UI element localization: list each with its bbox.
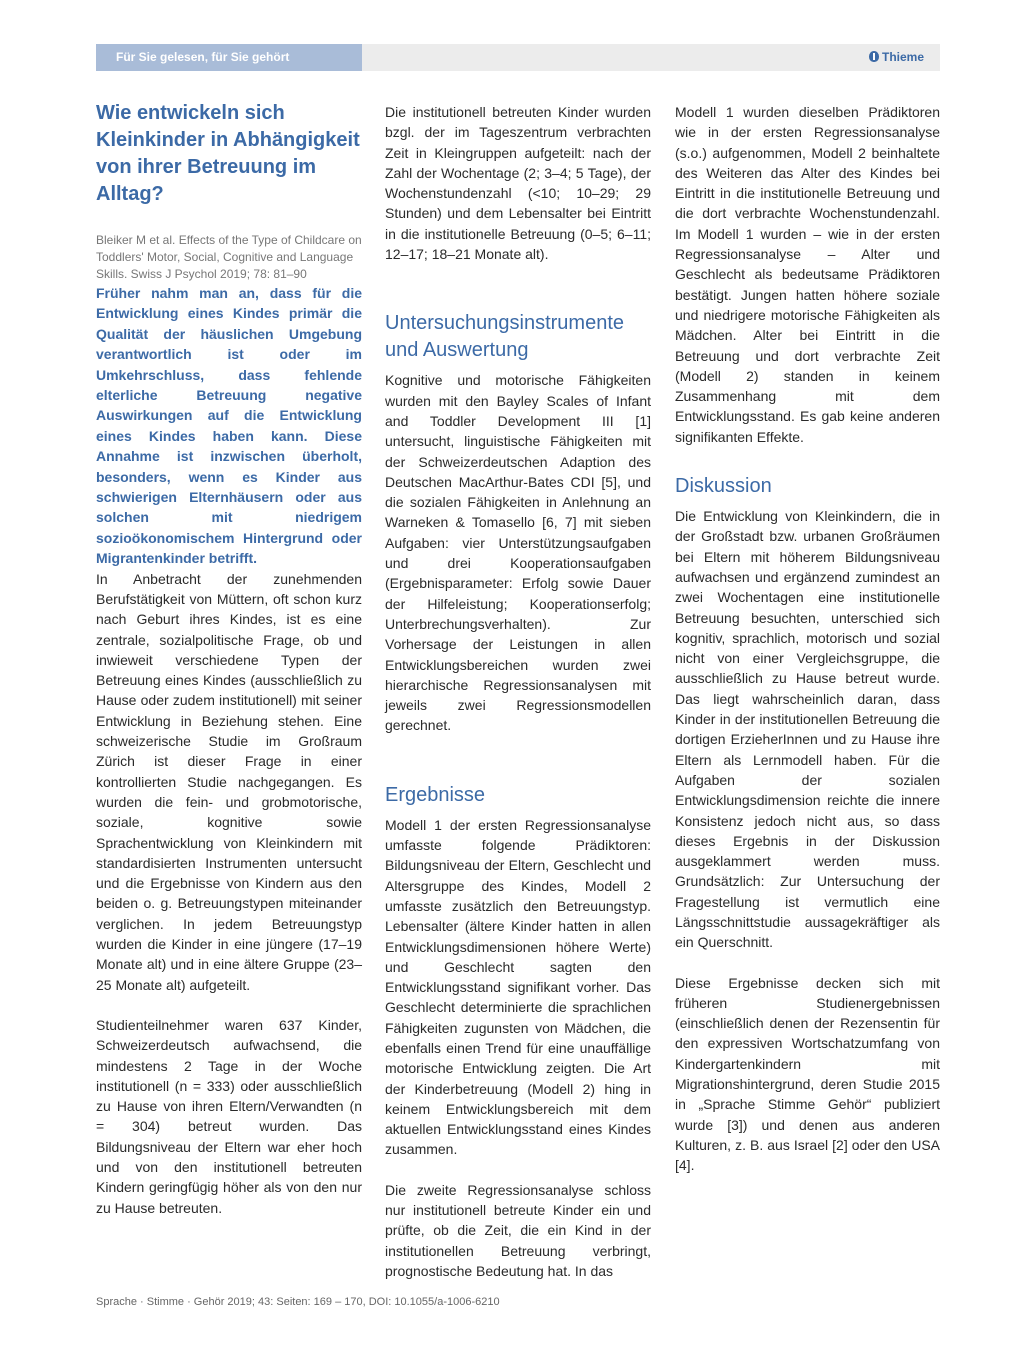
section-heading-discussion: Diskussion: [675, 475, 772, 498]
section-heading-results: Ergebnisse: [385, 783, 486, 806]
journal-footer-citation: Sprache · Stimme · Gehör 2019; 43: Seiten: 169 – 170, DOI: 10.1055/a-1006-6210: [96, 1296, 500, 1308]
column-1: [96, 100, 362, 1218]
article-citation: Bleiker M et al. Effects of the Type of Childcare on Toddlers' Motor, Social, Cognitive and Language Skills. Swiss J Psychol 2019; 78: 81–90: [96, 233, 362, 281]
column-3: [675, 102, 940, 1176]
publisher-name: Thieme: [881, 50, 924, 64]
column-2: [385, 102, 651, 1281]
thieme-logo-icon: [869, 51, 879, 62]
body-paragraph: Die Entwicklung von Kleinkindern, die in der Großstadt bzw. urbanen Großräumen bei Eltern mit höherem Bildungsniveau aufwachsen und ergänzend zumindest an zwei Wochentagen eine institutionelle Betreuung besuchten, unterschied sich kognitiv, sprachlich, motorisch und sozial nicht von einer Vergleichsgruppe, die ausschließlich zu Hause betreut wurde. Das liegt wahrscheinlich daran, dass Kinder in der institutionellen Betreuung die dortigen ErzieherInnen und zu Hause ihre Eltern als Lernmodell haben. Für die Aufgaben der sozialen Entwicklungsdimension reichte die innere Konsistenz jedoch nicht aus, so dass dieses Ergebnis in der Diskussion ausgeklammert werden muss. Grundsätzlich: Zur Untersuchung der Fragestellung ist vermutlich eine Längsschnittstudie aussagekräftiger als ein Querschnitt.: [675, 508, 940, 951]
body-paragraph: Diese Ergebnisse decken sich mit früheren Studienergebnissen (einschließlich denen der Rezensentin für den expressiven Wortschatzumfang von Kindergartenkindern mit Migrationshintergrund, deren Studie 2015 in „Sprache Stimme Gehör“ publiziert wurde [3]) und denen aus anderen Kulturen, z. B. aus Israel [2] oder den USA [4].: [675, 974, 940, 1174]
article-lead: Früher nahm man an, dass für die Entwicklung eines Kindes primär die Qualität der häuslichen Umgebung verantwortlich ist oder im Umkehrschluss, dass fehlende elterliche Betreuung negative Auswirkungen auf die Entwicklung eines Kindes haben kann. Diese Annahme ist inzwischen überholt, besonders, wenn es Kinder aus schwierigen Elternhäusern oder aus solchen mit niedrigem sozioökonomischem Hintergrund oder Migrantenkinder betrifft.: [96, 285, 362, 567]
body-paragraph: In Anbetracht der zunehmenden Berufstätigkeit von Müttern, oft schon kurz nach Geburt ihres Kindes, ist es eine zentrale, sozialpolitische Frage, ob und inwieweit verschiedene Typen der Betreuung eines Kindes (ausschließlich zu Hause oder zudem institutionell) mit seiner Entwicklung in Beziehung stehen. Eine schweizerische Studie im Großraum Zürich ist dieser Frage in einer kontrollierten Studie nachgegangen. Es wurden die fein- und grobmotorische, soziale, kognitive sowie Sprachentwicklung von Kleinkindern mit standardisierten Instrumenten untersucht und die Ergebnisse von Kindern aus den beiden o. g. Betreuungstypen miteinander verglichen. In jedem Betreuungstyp wurden die Kinder in eine jüngere (17–19 Monate alt) und in eine ältere Gruppe (23–25 Monate alt) aufgeteilt.: [96, 570, 362, 993]
body-paragraph: Modell 1 der ersten Regressionsanalyse umfasste folgende Prädiktoren: Bildungsniveau der Eltern, Geschlecht und Altersgruppe des Kindes, Modell 2 umfasste zusätzlich den Betreuungstyp. Lebensalter (ältere Kinder hatten in allen Entwicklungsdimensionen höhere Werte) und Geschlecht sagten den Entwicklungsstand signifikant vorher. Das Geschlecht determinierte die sprachlichen Fähigkeiten zugunsten von Mädchen, die ebenfalls einen Trend für eine unauffällige motorische Entwicklung zeigten. Die Art der Kinderbetreuung (Modell 2) hing in keinem Entwicklungsbereich mit dem aktuellen Entwicklungsstand eines Kindes zusammen.: [385, 816, 651, 1158]
publisher-brand[interactable]: [869, 44, 924, 71]
body-paragraph: Kognitive und motorische Fähigkeiten wurden mit den Bayley Scales of Infant and Toddler Development III [1] untersucht, linguistische Fähigkeiten mit der Schweizerdeutschen Adaption des Deutschen MacArthur-Bates CDI [5], und die sozialen Fähigkeiten in Anlehnung an Warneken & Tomasello [6, 7] mit sieben Aufgaben: vier Unterstützungsaufgaben und drei Kooperationsaufgaben (Ergebnisparameter: Erfolg sowie Dauer der Hilfeleistung; Kooperationserfolg; Unterbrechungsverhalten). Zur Vorhersage der Leistungen in allen Entwicklungsbereichen wurden zwei hierarchische Regressionsanalysen mit jeweils zwei Regressionsmodellen gerechnet.: [385, 372, 651, 734]
article-title: Wie entwickeln sich Kleinkinder in Abhängigkeit von ihrer Betreuung im Alltag?: [96, 102, 360, 205]
body-paragraph: Die zweite Regressionsanalyse schloss nur institutionell betreute Kinder ein und prüfte, ob die Zeit, die ein Kind in der institutionellen Betreuung verbringt, prognostische Bedeutung hat. In das: [385, 1181, 651, 1279]
body-paragraph: Modell 1 wurden dieselben Prädiktoren wie in der ersten Regressionsanalyse (s.o.) aufgenommen, Modell 2 beinhaltete des Weiteren das Alter des Kindes bei Eintritt in die institutionelle Betreuung und die dort verbrachte Wochenstundenzahl. Im Modell 1 wurden – wie in der ersten Regressionsanalyse – Alter und Geschlecht als bedeutsame Prädiktoren bestätigt. Jungen hatten höhere soziale und niedrigere motorische Fähigkeiten als Mädchen. Alter bei Eintritt in die Betreuung und dort verbrachte Zeit (Modell 2) standen in keinem Zusammenhang mit dem Entwicklungsstand. Es gab keine anderen signifikanten Effekte.: [675, 104, 940, 445]
journal-header-bar: [96, 44, 940, 71]
body-paragraph: Die institutionell betreuten Kinder wurden bzgl. der im Tageszentrum verbrachten Zeit in Kleingruppen aufgeteilt: nach der Zahl der Wochentage (2; 3–4; 5 Tage), der Wochenstundenzahl (<10; 10–29; 29 Stunden) und dem Lebensalter bei Eintritt in die institutionelle Betreuung (0–5; 6–11; 12–17; 18–21 Monate alt).: [385, 104, 651, 263]
body-paragraph: Studienteilnehmer waren 637 Kinder, Schweizerdeutsch aufwachsend, die mindestens 2 Tage in der Woche institutionell (n = 333) oder ausschließlich zu Hause von ihren Eltern/Verwandten (n = 304) betreut wurden. Das Bildungsniveau der Eltern war eher hoch und von den institutionell betreuten Kindern geringfügig höher als von den nur zu Hause betreuten.: [96, 1016, 362, 1216]
section-heading-methods: Untersuchungsinstrumente und Auswertung: [385, 312, 625, 362]
section-tab: Für Sie gelesen, für Sie gehört: [96, 44, 362, 71]
